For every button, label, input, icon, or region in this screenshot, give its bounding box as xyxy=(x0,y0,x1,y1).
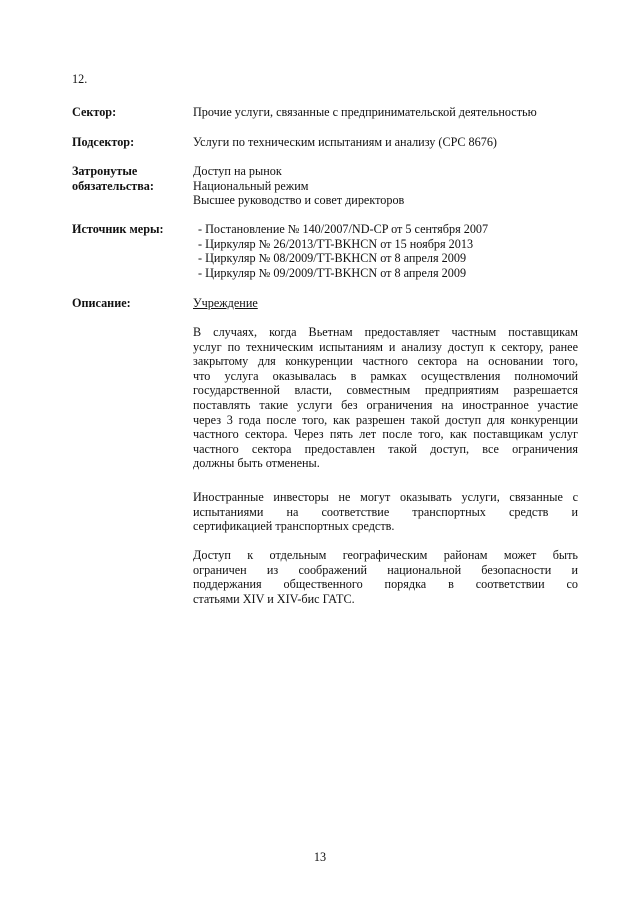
paragraph-line: Иностранные инвесторы не могут оказывать услуги, связанные с xyxy=(193,490,578,504)
description-heading: Учреждение xyxy=(193,296,258,310)
sector-value xyxy=(193,105,578,120)
paragraph-line: что услуга оказывалась в рамках осуществления полномочий xyxy=(193,368,578,383)
measure-source-item: - Циркуляр № 26/2013/TT-BKHCN от 15 ноября 2013 xyxy=(198,236,474,251)
obligations-label-line2: обязательства: xyxy=(72,178,154,193)
paragraph-line: должны быть отменены. xyxy=(193,456,320,471)
measure-source-item: - Циркуляр № 09/2009/TT-BKHCN от 8 апреля 2009 xyxy=(198,265,467,280)
obligation-item: Национальный режим xyxy=(193,178,309,193)
paragraph-line: поставлять такие услуги без ограничения на иностранное участие xyxy=(193,397,578,412)
paragraph-line: статьями XIV и XIV-бис ГАТС. xyxy=(193,591,355,606)
page-number: 13 xyxy=(313,850,327,864)
description-label: Описание: xyxy=(72,296,131,310)
measure-source-label: Источник меры: xyxy=(72,222,164,236)
subsector-label: Подсектор: xyxy=(72,135,135,149)
paragraph-line: закрытому для конкуренции частного сектора на основании того, xyxy=(193,354,578,369)
description-paragraph-2 xyxy=(193,490,578,534)
paragraph-line: через 3 года после того, как разрешен такой доступ для конкуренции xyxy=(193,412,578,427)
obligation-item: Доступ на рынок xyxy=(193,164,282,178)
paragraph-line: ограничен из соображений национальной безопасности и xyxy=(193,562,578,577)
paragraph-line: испытаниями на соответствие транспортных средств и xyxy=(193,504,578,519)
obligations-label xyxy=(72,164,190,193)
paragraph-line: В случаях, когда Вьетнам предоставляет частным поставщикам xyxy=(193,325,578,339)
description-paragraph-1 xyxy=(193,325,578,471)
subsector-value xyxy=(193,135,578,150)
description-heading-wrap xyxy=(193,296,578,311)
sector-value-text: Прочие услуги, связанные с предпринимательской деятельностью xyxy=(193,105,537,119)
paragraph-line: услуг по техническим испытаниям и анализу доступ к сектору, ранее xyxy=(193,339,578,354)
paragraph-line: сертификацией транспортных средств. xyxy=(193,519,395,534)
measure-source-values xyxy=(193,222,578,280)
sector-label: Сектор: xyxy=(72,105,117,119)
item-number: 12. xyxy=(72,72,88,86)
obligations-label-line1: Затронутые xyxy=(72,164,138,178)
paragraph-line: поддержания общественного порядка в соответствии со xyxy=(193,577,578,592)
obligations-values xyxy=(193,164,578,208)
measure-source-item: - Циркуляр № 08/2009/TT-BKHCN от 8 апреля 2009 xyxy=(198,251,467,266)
measure-source-item: - Постановление № 140/2007/ND-CP от 5 сентября 2007 xyxy=(198,222,489,236)
paragraph-line: Доступ к отдельным географическим районам может быть xyxy=(193,548,578,562)
subsector-value-text: Услуги по техническим испытаниям и анализу (CPC 8676) xyxy=(193,135,497,149)
paragraph-line: частного сектора. Через пять лет после того, как поставщикам услуг xyxy=(193,427,578,442)
paragraph-line: государственной власти, совместным предприятиям разрешается xyxy=(193,383,578,398)
paragraph-line: частного сектора предоставлен такой доступ, все ограничения xyxy=(193,441,578,456)
obligation-item: Высшее руководство и совет директоров xyxy=(193,193,405,208)
description-paragraph-3 xyxy=(193,548,578,606)
